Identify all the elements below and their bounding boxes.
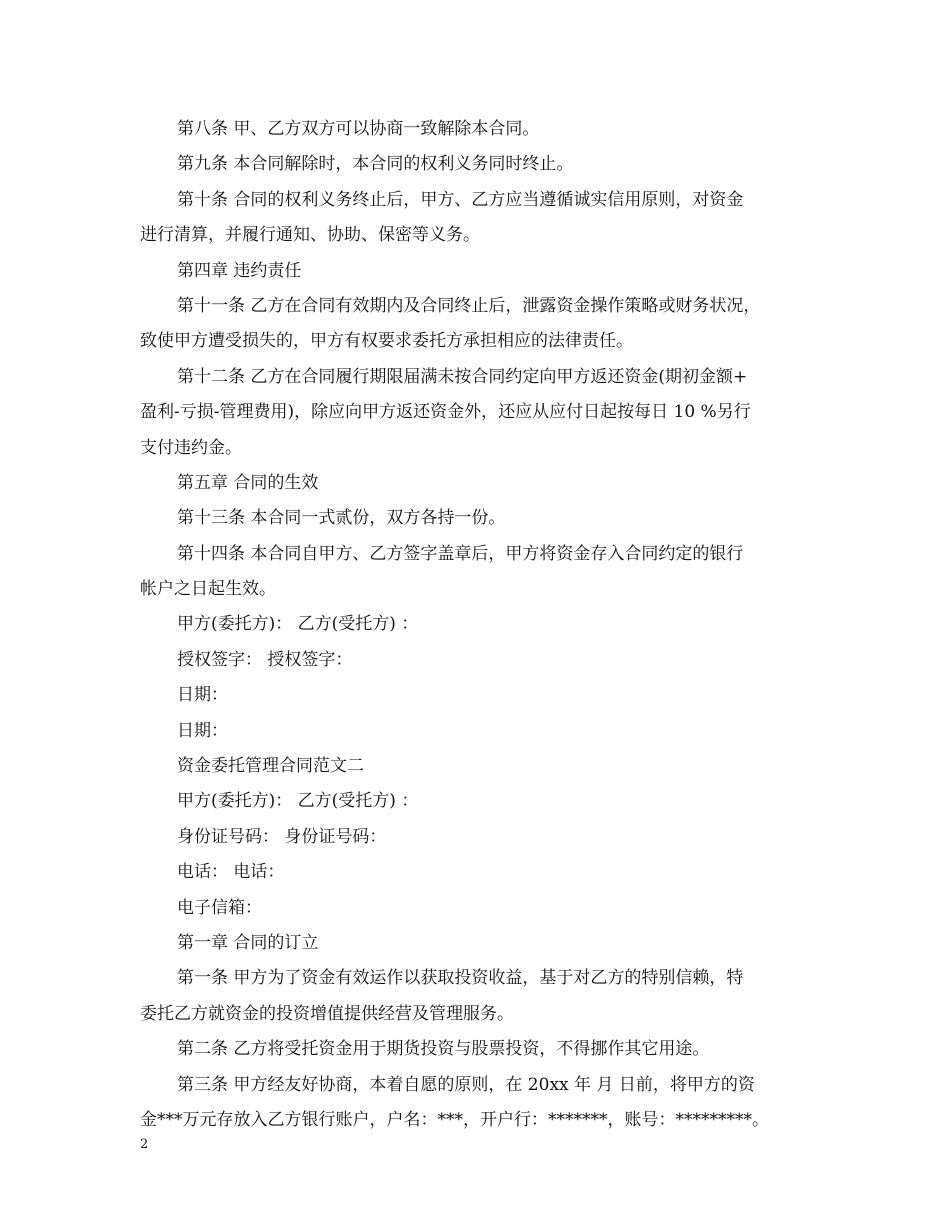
text-line: 第五章 合同的生效 bbox=[177, 472, 319, 493]
text-line: 第一条 甲方为了资金有效运作以获取投资收益，基于对乙方的特别信赖，特 bbox=[177, 968, 744, 989]
text-line: 第八条 甲、乙方双方可以协商一致解除本合同。 bbox=[177, 119, 540, 139]
text-line: 资金委托管理合同范文二 bbox=[177, 756, 364, 777]
text-line: 第十三条 本合同一式贰份，双方各持一份。 bbox=[177, 508, 506, 529]
text-line: 金***万元存放入乙方银行账户，户名：***，开户行：*******，账号：*********。 bbox=[140, 1109, 769, 1130]
text-line: 第十一条 乙方在合同有效期内及合同终止后，泄露资金操作策略或财务状况， bbox=[177, 295, 761, 316]
text-line: 电话： 电话： bbox=[177, 862, 285, 883]
page-number: 2 bbox=[140, 1137, 149, 1152]
text-line: 支付违约金。 bbox=[140, 437, 242, 458]
text-line: 第四章 违约责任 bbox=[177, 260, 302, 281]
text-line: 授权签字： 授权签字： bbox=[177, 649, 353, 670]
text-line: 进行清算，并履行通知、协助、保密等义务。 bbox=[140, 225, 480, 246]
text-line: 第十条 合同的权利义务终止后，甲方、乙方应当遵循诚实信用原则，对资金 bbox=[177, 189, 744, 210]
text-line: 盈利-亏损-管理费用)，除应向甲方返还资金外，还应从应付日起按每日 10 %另行 bbox=[140, 402, 751, 423]
text-line: 日期： bbox=[177, 685, 228, 706]
text-line: 电子信箱： bbox=[177, 897, 262, 918]
text-line: 第三条 甲方经友好协商，本着自愿的原则，在 20xx 年 月 日前，将甲方的资 bbox=[177, 1074, 755, 1095]
text-line: 身份证号码： 身份证号码： bbox=[177, 826, 387, 847]
text-line: 致使甲方遭受损失的，甲方有权要求委托方承担相应的法律责任。 bbox=[140, 331, 633, 352]
text-line: 日期： bbox=[177, 720, 228, 741]
text-line: 甲方(委托方)： 乙方(受托方) ： bbox=[177, 791, 419, 812]
document-body bbox=[140, 112, 820, 1138]
text-line: 第一章 合同的订立 bbox=[177, 932, 319, 953]
text-line: 甲方(委托方)： 乙方(受托方) ： bbox=[177, 614, 419, 635]
text-line: 第九条 本合同解除时，本合同的权利义务同时终止。 bbox=[177, 154, 574, 175]
text-line: 第十二条 乙方在合同履行期限届满未按合同约定向甲方返还资金(期初金额+ bbox=[177, 366, 748, 387]
text-line: 委托乙方就资金的投资增值提供经营及管理服务。 bbox=[140, 1003, 514, 1024]
text-line: 帐户之日起生效。 bbox=[140, 579, 276, 600]
text-line: 第二条 乙方将受托资金用于期货投资与股票投资，不得挪作其它用途。 bbox=[177, 1039, 710, 1060]
text-line: 第十四条 本合同自甲方、乙方签字盖章后，甲方将资金存入合同约定的银行 bbox=[177, 543, 744, 564]
